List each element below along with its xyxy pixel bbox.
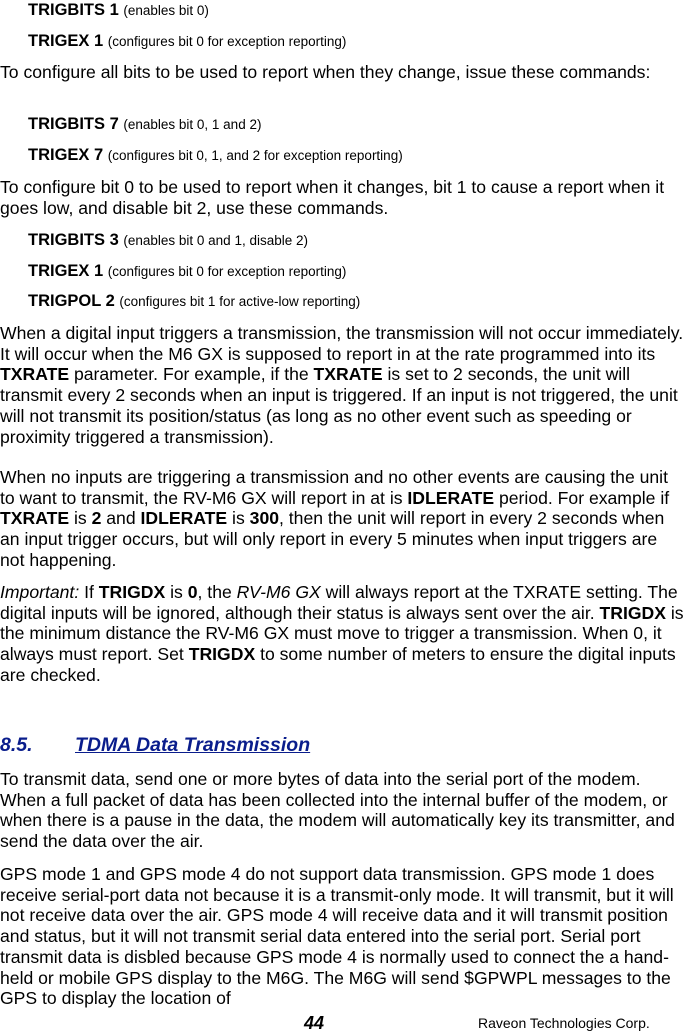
command-note: (configures bit 0 for exception reporting) — [107, 34, 347, 49]
command-line — [28, 291, 360, 312]
text-run: is the minimum distance the RV-M6 GX must move to trigger a transmission. When 0, it always must report. Set — [0, 602, 684, 665]
command-text: TRIGEX 1 — [28, 262, 104, 280]
text-run: to some number of meters to ensure the digital inputs are checked. — [0, 644, 676, 685]
paragraph: To transmit data, send one or more bytes of data into the serial port of the modem. When a full packet of data has been collected into the internal buffer of the modem, or when there is a pause in the data, the modem will automatically key its transmitter, and send the data over the air. — [0, 769, 675, 852]
param-name: TXRATE — [0, 364, 70, 385]
section-heading — [0, 734, 310, 757]
command-text: TRIGEX 7 — [28, 146, 104, 164]
command-text: TRIGBITS 3 — [28, 231, 119, 249]
command-text: TRIGPOL 2 — [28, 292, 115, 310]
paragraph — [0, 323, 686, 447]
text-run: When no inputs are triggering a transmission and no other events are causing the unit to want to transmit, the RV-M6 GX will report in at is — [0, 467, 668, 508]
company-name: Raveon Technologies Corp. — [478, 1015, 650, 1031]
text-run: is — [227, 508, 250, 529]
command-note: (enables bit 0, 1 and 2) — [123, 117, 262, 132]
text-run: is set to 2 seconds, the unit will transmit every 2 seconds when an input is triggered. If an input is not triggered, the unit will not transmit its position/status (as long as no other event such as speeding or proximity triggered a transmission). — [0, 364, 678, 447]
paragraph: To configure all bits to be used to report when they change, issue these commands: — [0, 62, 651, 82]
param-name: IDLERATE — [140, 508, 228, 529]
param-value: 0 — [187, 582, 198, 602]
product-name: RV-M6 GX — [236, 582, 321, 602]
command-text: TRIGBITS 1 — [28, 1, 119, 19]
text-run: will always report at the TXRATE setting. The digital inputs will be ignored, although their status is always sent over the air. — [0, 582, 678, 623]
paragraph: To configure bit 0 to be used to report when it changes, bit 1 to cause a report when it goes low, and disable bit 2, use these commands. — [0, 177, 665, 218]
param-value: 2 — [91, 508, 102, 529]
command-line — [28, 230, 308, 251]
important-label: Important: — [0, 582, 80, 602]
param-name: TRIGDX — [599, 602, 666, 623]
text-run: and — [101, 508, 141, 529]
text-run: period. For example if — [494, 487, 670, 508]
param-name: TRIGDX — [98, 582, 166, 602]
command-text: TRIGEX 1 — [28, 32, 104, 50]
param-name: IDLERATE — [407, 487, 495, 508]
text-run: , then the unit will report in every 2 seconds when an input trigger occurs, but will only report in every 5 minutes when input triggers are not happening. — [0, 508, 665, 570]
command-line — [28, 145, 403, 166]
paragraph: GPS mode 1 and GPS mode 4 do not support data transmission. GPS mode 1 does receive serial-port data not because it is a transmit-only mode. It will transmit, but it will not receive data over the air. GPS mode 4 will receive data and it will transmit position and status, but it will not transmit serial data entered into the serial port. Serial port transmit data is disbled because GPS mode 4 is normally used to connect the a hand-held or mobile GPS display to the M6G. The M6G will send $GPWPL messages to the GPS to display the location of — [0, 864, 674, 1009]
text-run: , the — [197, 582, 237, 602]
command-text: TRIGBITS 7 — [28, 115, 119, 133]
page-number: 44 — [304, 1013, 325, 1033]
text-run: parameter. For example, if the — [69, 364, 314, 385]
command-note: (enables bit 0 and 1, disable 2) — [123, 233, 308, 248]
command-line — [28, 261, 346, 282]
param-name: TXRATE — [0, 508, 70, 529]
paragraph — [0, 467, 686, 571]
section-title: TDMA Data Transmission — [75, 734, 311, 756]
text-run: When a digital input triggers a transmission, the transmission will not occur immediately. It will occur when the M6 GX is supposed to report in at the rate programmed into its — [0, 323, 684, 364]
text-run: is — [165, 582, 188, 602]
command-line — [28, 31, 346, 52]
command-line — [28, 114, 261, 135]
param-name: TRIGDX — [188, 644, 256, 665]
section-number: 8.5. — [0, 734, 33, 756]
text-run: If — [79, 582, 99, 602]
command-note: (enables bit 0) — [123, 3, 209, 18]
command-note: (configures bit 0 for exception reporting) — [107, 264, 347, 279]
param-value: 300 — [249, 508, 280, 529]
paragraph — [0, 582, 686, 686]
command-line — [28, 0, 209, 21]
param-name: TXRATE — [313, 364, 383, 385]
command-note: (configures bit 0, 1, and 2 for exception reporting) — [107, 148, 403, 163]
text-run: is — [69, 508, 92, 529]
command-note: (configures bit 1 for active-low reporting) — [119, 294, 361, 309]
